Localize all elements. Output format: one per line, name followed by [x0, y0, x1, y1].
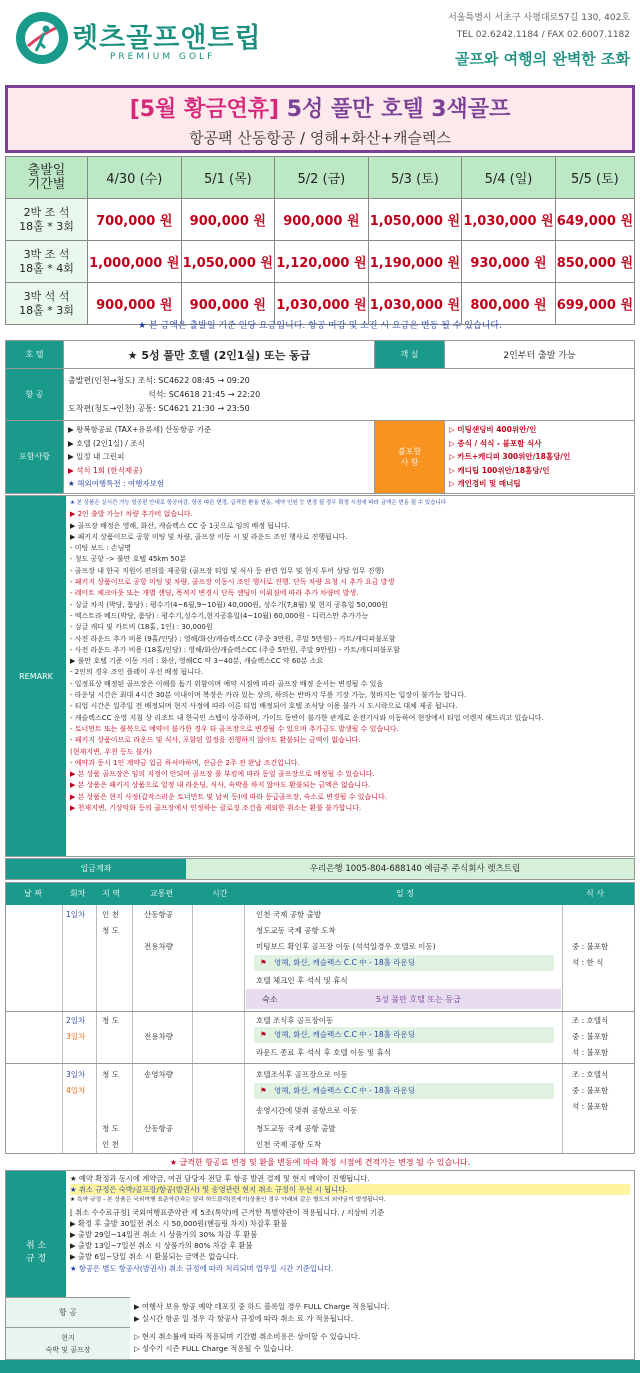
cancel-line: ★ 취소 규정은 숙박/골프장/항공(발권사) 및 송영관련 현지 취소 규정이 우선 시 됩니다.	[70, 1184, 630, 1195]
cancel-line: ★ 특약 규정 - 본 상품은 국외여행 표준약관과는 달리 하드블럭(전세기)상품인 경우 아래와 같은 별도의 외약금이 발생됩니다.	[70, 1197, 386, 1204]
cancel-line: ★ 예약 확정과 동시에 계약금, 여권 담당자 전달 후 항공 발권 결제 및 현지 예약이 진행됩니다.	[70, 1174, 370, 1183]
cancel-line: [ 취소 수수료규정] 국외여행표준약관 제 5조(특약)에 근거한 특별약관이 적용됩니다. / 지상비 기준	[70, 1207, 385, 1217]
remark-line: - 라운딩 시간은 최대 4시간 30분 이내이며 복장은 카라 있는 상의, 하의는 반바지 무릎 기장 가능, 청바지는 입장이 불가능 합니다.	[70, 691, 467, 700]
date-header: 4/30 (수)	[88, 157, 182, 199]
day-label: 3일차	[66, 1070, 86, 1079]
price-cell: 1,030,000 원	[368, 283, 462, 325]
remark-line: - 싱글 차지 (박당, 룸당) : 평수기(4~6월,9~10월) 40,000원, 성수기(7,8월) 및 현지 공휴일 50,000원	[70, 600, 388, 609]
schedule-line: 라운드 종료 후 석식 후 호텔 이동 및 휴식	[256, 1048, 391, 1057]
remark-line: - 캐슬렉스CC 운영 지침 상 리조트 내 한국인 스탭이 상주하며, 가이드 동반이 불가한 관계로 운전기사와 이동하여 현장에서 티업 어렌지 해드리고 있습니다.	[70, 713, 544, 722]
price-cell: 900,000 원	[88, 283, 182, 325]
golf-round-line: ⚑ 영해, 화산, 캐슬렉스 C.C 中 - 18홀 라운딩	[254, 1083, 554, 1099]
transport: 산동항공	[144, 1124, 173, 1133]
remark-line: ▶ 본 상품은 패키지 상품으로 일정 내 라운딩, 식사, 숙박을 하지 않아도 환불되는 금액은 없습니다.	[70, 781, 371, 790]
included-label: 포함사항	[6, 421, 64, 494]
cancel-label: 취 소 규 정	[6, 1171, 66, 1331]
hotel-value: ★ 5성 풀만 호텔 (2인1실) 또는 동급	[64, 341, 375, 369]
meal: 중 : 불포함	[572, 942, 609, 951]
room-value: 2인부터 출발 가능	[445, 341, 635, 369]
col-transport: 교통편	[150, 889, 174, 898]
col-time: 시간	[212, 889, 228, 898]
date-header: 5/4 (일)	[462, 157, 556, 199]
schedule-line: 인천 국제 공항 도착	[256, 1140, 322, 1149]
golf-round-line: ⚑ 영해, 화산, 캐슬렉스 C.C 中 - 18홀 라운딩	[254, 1027, 554, 1043]
remark-line: - 레이트 체크아웃 또는 개별 샌딩, 목적지 변경시 단독 샌딩이 이뤄짐에 따라 추가 차량비 발생.	[70, 589, 359, 598]
cancel-line: ▶ 출발 13일~7일전 취소 시 상품가의 80% 차감 후 환불	[70, 1241, 253, 1251]
banner-title: 5성 풀만 호텔 3색골프	[286, 97, 511, 122]
remark-section	[5, 495, 635, 857]
bank-account: 우리은행 1005-804-688140 예금주 주식회사 렛츠트립	[309, 864, 521, 874]
excluded-item: ▷ 중식 / 석식 - 불포함 식사	[449, 438, 542, 448]
package-label: 3박 석 석 18홀 * 3회	[6, 283, 88, 325]
region: 청 도	[102, 1124, 119, 1133]
footer-bar	[0, 1360, 640, 1373]
golf-round-line: ⚑ 영해, 화산, 캐슬렉스 C.C 中 - 18홀 라운딩	[254, 955, 554, 971]
price-cell: 699,000 원	[555, 283, 634, 325]
stay-hotel: 5성 풀만 호텔 또는 동급	[376, 995, 461, 1004]
cancel-line: ▶ 출발 29일~14일전 취소 시 상품가의 30% 차감 후 환불	[70, 1230, 258, 1240]
date-header: 5/1 (목)	[181, 157, 275, 199]
cancel-air-line: ▶ 실시간 항공 일 경우 각 항공사 규정에 따라 취소 료 가 적용됩니다.	[134, 1313, 354, 1323]
schedule-line: 청도교동 국제 공항 출발	[256, 1124, 336, 1133]
included-item: ▶ 석식 1회 (한식제공)	[68, 465, 143, 475]
golf-flag-icon: ⚑	[260, 1086, 267, 1095]
cancel-policy	[5, 1170, 635, 1360]
included-item: ★ 해외여행특전 : 여행자보험	[68, 479, 165, 488]
title-banner	[5, 85, 635, 153]
schedule-line: 호텔 체크인 후 석식 및 휴식	[256, 976, 348, 985]
day-label: 3일차	[66, 1032, 86, 1041]
included-item: ▶ 호텔 (2인1실) / 조식	[68, 438, 145, 448]
cancel-local-line: ▷ 성수기 시즌 FULL Charge 적용될 수 있습니다.	[134, 1343, 294, 1353]
remark-line: ▶ 골프장 배정은 영해, 화산, 캐슬렉스 CC 중 1곳으로 임의 배정 됩니다.	[70, 521, 290, 530]
price-cell: 850,000 원	[555, 241, 634, 283]
cancel-body	[70, 1173, 630, 1274]
remark-line: - 미팅 보드 : 손님명	[70, 544, 132, 553]
banner-subtitle: 항공팩 산동항공 / 영해+화산+캐슬렉스	[189, 129, 451, 147]
meal: 조 : 호텔식	[572, 1016, 609, 1025]
day-label: 1일차	[66, 910, 86, 919]
meal: 석 : 한 식	[572, 958, 604, 967]
remark-line: - 사전 라운드 추가 비용 (18홀/인당) : 영해/화산/캐슬렉스CC (주중 5만원, 주말 9만원) - 카트/캐디피불포함	[70, 645, 400, 654]
remark-line: - 엑스트라 베드(박당, 룸당) : 평수기,성수기,현지공휴일(4~10월) 60,000원 - 디럭스만 추가가능	[70, 611, 369, 620]
cancel-warning: ★ 급격한 항공료 변경 및 환율 변동에 따라 확정 시점에 견적가는 변경 될 수 있습니다.	[169, 1158, 471, 1167]
excluded-item: ▷ 캐디팁 100위안/18홀당/인	[449, 465, 550, 475]
remark-label: REMARK	[6, 496, 66, 856]
col-date: 날 짜	[24, 889, 42, 898]
transport: 전용차량	[144, 942, 173, 951]
excluded-item: ▷ 카트+캐디피 300위안/18홀당/인	[449, 452, 571, 461]
remark-line: ▶ 천재지변, 기상악화 등의 골프장에서 인정하는 클로징 조건을 제외한 취소는 환불 불가합니다.	[70, 804, 362, 813]
slogan: 골프와 여행의 완벽한 조화	[454, 50, 630, 68]
col-region: 지 역	[102, 889, 120, 898]
price-cell: 1,050,000 원	[368, 199, 462, 241]
region: 인 천	[102, 910, 119, 919]
remark-line: - 싱글 캐디 및 카트비 (18홀, 1인) : 30,000원	[70, 623, 213, 632]
price-cell: 1,000,000 원	[88, 241, 182, 283]
payment-row	[5, 858, 635, 880]
remark-line: - 일정표상 배정된 골프장은 이해를 돕기 위함이며 예약 시점에 따라 골프장 배정 순서는 변경될 수 있음	[70, 679, 384, 688]
remark-line: - 패키지 상품이므로 공항 미팅 및 차량, 골프장 이동시 조인 행사로 진행. 단독 차량 요청 시 추가 요금 발생	[70, 578, 395, 587]
room-label: 객 실	[375, 341, 445, 369]
remark-line: - 청도 공항 -> 풀만 호텔 45km 50분	[70, 555, 187, 564]
schedule-line: 청도교동 국제 공항 도착	[256, 926, 336, 935]
package-label: 3박 조 석 18홀 * 4회	[6, 241, 88, 283]
price-note: ★ 본 금액은 출발일 기준 인당 요금입니다. 항공 마감 및 소진 시 요금은 변동 될 수 있습니다.	[138, 321, 502, 331]
meal: 석 : 불포함	[572, 1048, 609, 1057]
price-corner-label: 출발일 기간별	[6, 157, 88, 199]
logo-subtitle: PREMIUM GOLF	[110, 52, 216, 62]
hotel-label: 호 텔	[6, 341, 64, 369]
region: 인 천	[102, 1140, 119, 1149]
date-header: 5/3 (토)	[368, 157, 462, 199]
price-cell: 1,050,000 원	[181, 241, 275, 283]
schedule-line: 인천 국제 공항 출발	[256, 910, 322, 919]
price-cell: 700,000 원	[88, 199, 182, 241]
day-label: 2일차	[66, 1016, 86, 1025]
remark-line: ▶ 본 상품은 현지 사정(갑작스러운 토너먼트 및 날씨 등)에 따라 동급골프장, 숙소로 변경될 수 있습니다.	[70, 792, 387, 801]
col-round: 회차	[70, 889, 86, 898]
schedule-line: 호텔조식후 골프장으로 이동	[256, 1070, 348, 1079]
excluded-item: ▷ 미팅샌딩비 400위안/인	[449, 425, 537, 434]
excluded-label: 불포함 사 항	[375, 421, 445, 494]
stay-row	[246, 989, 561, 1009]
cancel-air-line: ▶ 여행사 보유 항공 예약 데포짓 중 하드 블록일 경우 FULL Charge 적용됩니다.	[134, 1302, 390, 1311]
logo-title: 렛츠골프앤트립	[72, 23, 262, 54]
meal: 중 : 불포함	[572, 1086, 609, 1095]
cancel-local-line: ▷ 현지 취소률에 따라 적용되며 기간별 취소비용은 상이할 수 있습니다.	[134, 1332, 361, 1341]
remark-line: - 예약과 동시 1인 계약금 입금 하셔야하며, 잔금은 2주 전 완납 조건입니다.	[70, 758, 300, 767]
day-label: 4일차	[66, 1086, 86, 1095]
meal: 석 : 불포함	[572, 1102, 609, 1111]
excluded-item: ▷ 개인경비 및 매너팁	[449, 479, 521, 488]
meal: 조 : 호텔식	[572, 1070, 609, 1079]
flight-evening: 석석: SC4618 21:45 → 22:20	[148, 389, 261, 399]
region: 청 도	[102, 926, 119, 935]
itinerary-table	[5, 882, 635, 1154]
remark-body	[70, 498, 630, 814]
remark-line: - 티업 시간은 일주일 전 배정되며 현지 사정에 따라 이른 티업 배정되어 호텔 조식당 이용 불가 시 도시락으로 대체 제공 됩니다.	[70, 702, 458, 711]
col-schedule: 일 정	[396, 889, 414, 898]
date-header: 5/5 (토)	[555, 157, 634, 199]
cancel-air-body	[134, 1301, 630, 1324]
cancel-local-label: 현지 숙박 및 골프장	[6, 1327, 130, 1359]
flight-return: 도착편(청도→인천) 공통: SC4621 21:30 → 23:50	[68, 403, 250, 413]
meal: 중 : 불포함	[572, 1032, 609, 1041]
price-cell: 1,120,000 원	[275, 241, 369, 283]
remark-line: - 2인의 경우 조인 플레이 우선 배정 됩니다.	[70, 668, 203, 677]
remark-line: ▶ 패키지 상품이므로 공항 미팅 및 차량, 골프장 이동 시 및 라운드 조인 행사로 진행됩니다.	[70, 532, 348, 541]
itinerary-header	[6, 883, 634, 905]
phone-fax: TEL 02.6242.1184 / FAX 02.6007.1182	[456, 30, 630, 40]
cancel-local-body	[134, 1331, 630, 1354]
remark-line: - 골프장 내 한국 직원이 편의를 제공함 (골프장 티업 및 식사 등 관련 업무 및 현지 투어 상담 업무 진행)	[70, 566, 384, 575]
golfer-logo-icon	[16, 12, 68, 64]
schedule-line: 미팅보드 확인후 골프장 이동 (석석일경우 호텔로 이동)	[256, 942, 436, 951]
remark-line: ▶ 2인 출발 가능! 차량 추가비 없습니다.	[70, 510, 193, 519]
cancel-line: ▶ 확정 후 출발 30일전 취소 시 50,000원(핸들링 차지) 차감후 환불	[70, 1218, 288, 1228]
cancel-line: ▶ 출발 6일~당일 취소 시 환불되는 금액은 없습니다.	[70, 1252, 239, 1262]
price-cell: 1,030,000 원	[275, 283, 369, 325]
price-cell: 900,000 원	[275, 199, 369, 241]
price-cell: 930,000 원	[462, 241, 556, 283]
info-table	[5, 340, 635, 494]
air-label: 항 공	[6, 369, 64, 421]
page-header	[0, 0, 640, 82]
stay-label: 숙소	[262, 995, 278, 1004]
schedule-line: 호텔 조식후 골프장이동	[256, 1016, 334, 1025]
date-header: 5/2 (금)	[275, 157, 369, 199]
region: 청 도	[102, 1070, 119, 1079]
remark-line: ▶ 본 상품 골프장은 임의 지정이 안되며 골프장 풀 부킹에 따라 동일 골프장으로 배정될 수 있습니다.	[70, 770, 375, 779]
remark-line: ▶ 풀만 호텔 기준 이동 거리 : 화산, 영해CC 약 3~40분, 캐슬렉스CC 약 60분 소요	[70, 657, 324, 666]
cancel-air-label: 항 공	[6, 1297, 130, 1327]
transport: 전용차량	[144, 1032, 173, 1041]
golf-flag-icon: ⚑	[260, 1030, 267, 1039]
cancel-line: ★ 항공은 별도 항공사(발권사) 취소 규정에 따라 처리되며 업무일 시간 기준입니다.	[70, 1263, 334, 1273]
package-label: 2박 조 석 18홀 * 3회	[6, 199, 88, 241]
golf-flag-icon: ⚑	[260, 958, 267, 967]
company-contact	[448, 10, 630, 44]
address: 서울특별시 서초구 사평대로57길 130, 402호	[448, 13, 630, 23]
price-cell: 1,030,000 원	[462, 199, 556, 241]
flight-departure: 출발편(인천→청도) 조석: SC4622 08:45 → 09:20	[68, 375, 250, 385]
price-cell: 649,000 원	[555, 199, 634, 241]
region: 청 도	[102, 1016, 119, 1025]
payment-label: 입금계좌	[6, 859, 186, 879]
remark-line: ★ 본 상품은 실시간 가능 항공편 안내로 항공마감, 항공 따른 변경, 급격한 환율 변동, 예약 인원 등 변경 될 경우 확정 시점에 따라 금액은 변동 될 수 있습니다	[70, 500, 447, 506]
banner-bracket: [5월 황금연휴]	[129, 97, 280, 122]
price-cell: 800,000 원	[462, 283, 556, 325]
schedule-line: 송영시간에 맞춰 공항으로 이동	[256, 1106, 358, 1115]
remark-line: - 사전 라운드 추가 비용 (9홀/인당) : 영해/화산/캐슬렉스CC (주중 3만원, 주말 5만원) - 카트/캐디피불포함	[70, 634, 396, 643]
included-item: ▶ 왕복항공료 (TAX+유류세) 산동항공 기준	[68, 425, 212, 434]
price-table	[5, 156, 635, 325]
transport: 산동항공	[144, 910, 173, 919]
remark-line: (현재지변, 우천 등도 불가)	[70, 747, 152, 756]
col-meals: 식 사	[586, 889, 604, 898]
transport: 송영차량	[144, 1070, 173, 1079]
remark-line: - 패키지 상품이므로 라운드 및 식사, 포함된 일정을 진행하지 않아도 환불되는 금액이 없습니다.	[70, 736, 361, 745]
remark-line: - 토너먼트 또는 풀북으로 예약이 불가한 경우 타 골프장으로 변경될 수 있으며 추가금도 발생될 수 있습니다.	[70, 724, 399, 733]
included-item: ▶ 일정 내 그린피	[68, 452, 125, 461]
price-cell: 900,000 원	[181, 199, 275, 241]
price-cell: 900,000 원	[181, 283, 275, 325]
price-cell: 1,190,000 원	[368, 241, 462, 283]
